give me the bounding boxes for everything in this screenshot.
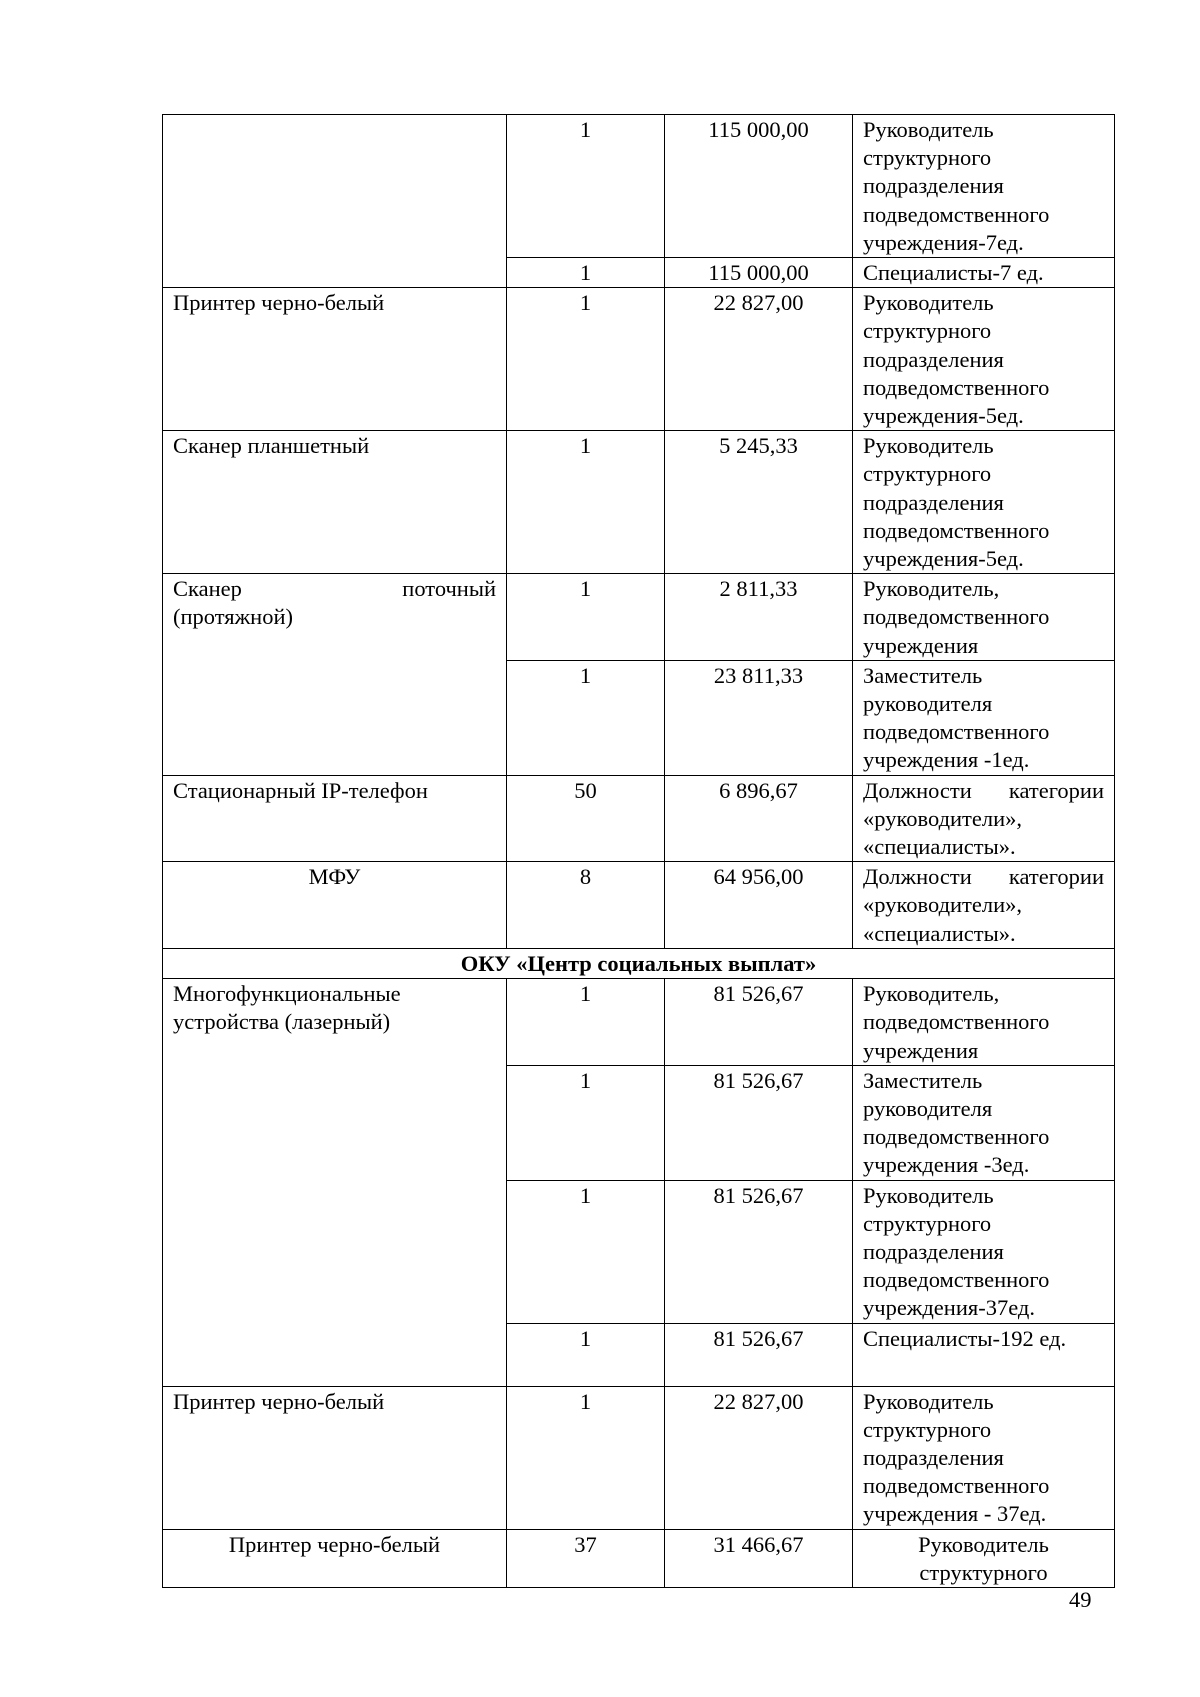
position-line: «руководители», <box>863 892 1023 918</box>
equipment-name-cell: Принтер черно-белый <box>163 1529 507 1587</box>
position-line: подразделения <box>863 489 1004 515</box>
position-cell <box>853 1529 1115 1587</box>
quantity-cell: 1 <box>507 1386 665 1529</box>
position-line: Руководитель <box>863 117 994 142</box>
position-line: учреждения-37ед. <box>863 1295 1035 1321</box>
position-line: структурного <box>863 318 992 344</box>
position-line: Заместитель <box>863 1067 983 1093</box>
position-cell <box>853 258 1115 288</box>
position-line: «специалисты». <box>863 834 1016 860</box>
equipment-name-cell <box>163 574 507 775</box>
position-line: структурного <box>863 145 992 171</box>
position-line: подведомственного <box>863 1009 1050 1035</box>
position-line: подразделения <box>863 173 1004 199</box>
price-cell: 115 000,00 <box>665 258 853 288</box>
quantity-cell: 1 <box>507 660 665 775</box>
table-row <box>163 979 1115 1066</box>
position-line: подведомственного <box>863 201 1050 227</box>
position-line: учреждения <box>863 1037 979 1063</box>
position-line: Руководитель <box>863 1388 994 1414</box>
table-row <box>163 431 1115 574</box>
price-cell: 5 245,33 <box>665 431 853 574</box>
equipment-name-cell: Принтер черно-белый <box>163 288 507 431</box>
position-line: подведомственного <box>863 1267 1050 1293</box>
position-line: структурного <box>863 1210 992 1236</box>
position-line: Заместитель <box>863 662 983 688</box>
quantity-cell: 1 <box>507 1065 665 1180</box>
position-line: учреждения - 37ед. <box>863 1501 1047 1527</box>
position-line: руководителя <box>863 691 993 717</box>
price-cell: 2 811,33 <box>665 574 853 661</box>
quantity-cell: 1 <box>507 288 665 431</box>
quantity-cell: 1 <box>507 1180 665 1323</box>
position-line: руководителя <box>863 1095 993 1121</box>
price-cell: 81 526,67 <box>665 1065 853 1180</box>
equipment-table <box>162 114 1115 1588</box>
table-row <box>163 862 1115 949</box>
quantity-cell: 37 <box>507 1529 665 1587</box>
position-cell <box>853 1065 1115 1180</box>
position-cell <box>853 1323 1115 1386</box>
quantity-cell: 1 <box>507 258 665 288</box>
table-row <box>163 1386 1115 1529</box>
position-line: «специалисты». <box>863 920 1016 946</box>
position-cell <box>853 979 1115 1066</box>
position-line: структурного <box>919 1559 1048 1585</box>
position-line: Руководитель <box>863 433 994 459</box>
price-cell: 115 000,00 <box>665 115 853 258</box>
position-line: Специалисты-192 ед. <box>863 1325 1067 1351</box>
table-row <box>163 574 1115 661</box>
position-line: учреждения <box>863 632 979 658</box>
position-cell <box>853 1180 1115 1323</box>
table-row <box>163 288 1115 431</box>
equipment-name-line: Сканер поточный <box>173 576 496 602</box>
position-line: учреждения -1ед. <box>863 747 1030 773</box>
position-line: подведомственного <box>863 517 1050 543</box>
equipment-name-cell <box>163 115 507 288</box>
position-line: Руководитель <box>918 1531 1049 1557</box>
position-line: подведомственного <box>863 1124 1050 1150</box>
quantity-cell: 1 <box>507 431 665 574</box>
quantity-cell: 8 <box>507 862 665 949</box>
position-line: учреждения -3ед. <box>863 1152 1030 1178</box>
position-line: учреждения-5ед. <box>863 403 1024 429</box>
position-line: подразделения <box>863 1238 1004 1264</box>
price-cell: 81 526,67 <box>665 1323 853 1386</box>
section-header: ОКУ «Центр социальных выплат» <box>163 948 1115 978</box>
position-line: Руководитель <box>863 1182 994 1208</box>
position-cell <box>853 862 1115 949</box>
price-cell: 31 466,67 <box>665 1529 853 1587</box>
quantity-cell: 1 <box>507 115 665 258</box>
table-row <box>163 115 1115 258</box>
position-line: подведомственного <box>863 374 1050 400</box>
position-line: подразделения <box>863 1444 1004 1470</box>
equipment-name-line: Многофункциональные <box>173 981 401 1007</box>
position-line: подведомственного <box>863 604 1050 630</box>
price-cell: 23 811,33 <box>665 660 853 775</box>
position-line: учреждения-7ед. <box>863 229 1024 255</box>
equipment-name-line: (протяжной) <box>173 604 293 630</box>
quantity-cell: 1 <box>507 574 665 661</box>
price-cell: 81 526,67 <box>665 1180 853 1323</box>
position-cell <box>853 115 1115 258</box>
position-line: Специалисты-7 ед. <box>863 260 1044 286</box>
position-line: подведомственного <box>863 719 1050 745</box>
price-cell: 81 526,67 <box>665 979 853 1066</box>
price-cell: 6 896,67 <box>665 775 853 862</box>
equipment-name-line: устройства (лазерный) <box>173 1009 391 1035</box>
page-number: 49 <box>1069 1587 1092 1612</box>
position-line: подведомственного <box>863 1473 1050 1499</box>
table-row <box>163 948 1115 978</box>
position-cell <box>853 775 1115 862</box>
position-cell <box>853 431 1115 574</box>
position-cell <box>853 1386 1115 1529</box>
equipment-name-cell: МФУ <box>163 862 507 949</box>
quantity-cell: 50 <box>507 775 665 862</box>
position-line: подразделения <box>863 346 1004 372</box>
equipment-name-cell: Принтер черно-белый <box>163 1386 507 1529</box>
position-line: Руководитель, <box>863 981 1000 1007</box>
position-line: структурного <box>863 1416 992 1442</box>
table-row <box>163 775 1115 862</box>
position-cell <box>853 574 1115 661</box>
position-line: Руководитель, <box>863 576 1000 602</box>
position-line: Руководитель <box>863 290 994 316</box>
position-line: «руководители», <box>863 805 1023 831</box>
position-line: Должности категории <box>863 864 1104 890</box>
position-line: учреждения-5ед. <box>863 546 1024 572</box>
equipment-name-cell: Стационарный IP-телефон <box>163 775 507 862</box>
equipment-name-cell: Сканер планшетный <box>163 431 507 574</box>
position-line: структурного <box>863 461 992 487</box>
position-cell <box>853 660 1115 775</box>
price-cell: 22 827,00 <box>665 1386 853 1529</box>
position-cell <box>853 288 1115 431</box>
position-line: Должности категории <box>863 777 1104 803</box>
quantity-cell: 1 <box>507 979 665 1066</box>
table-row <box>163 1529 1115 1587</box>
price-cell: 64 956,00 <box>665 862 853 949</box>
quantity-cell: 1 <box>507 1323 665 1386</box>
equipment-name-cell <box>163 979 507 1386</box>
price-cell: 22 827,00 <box>665 288 853 431</box>
